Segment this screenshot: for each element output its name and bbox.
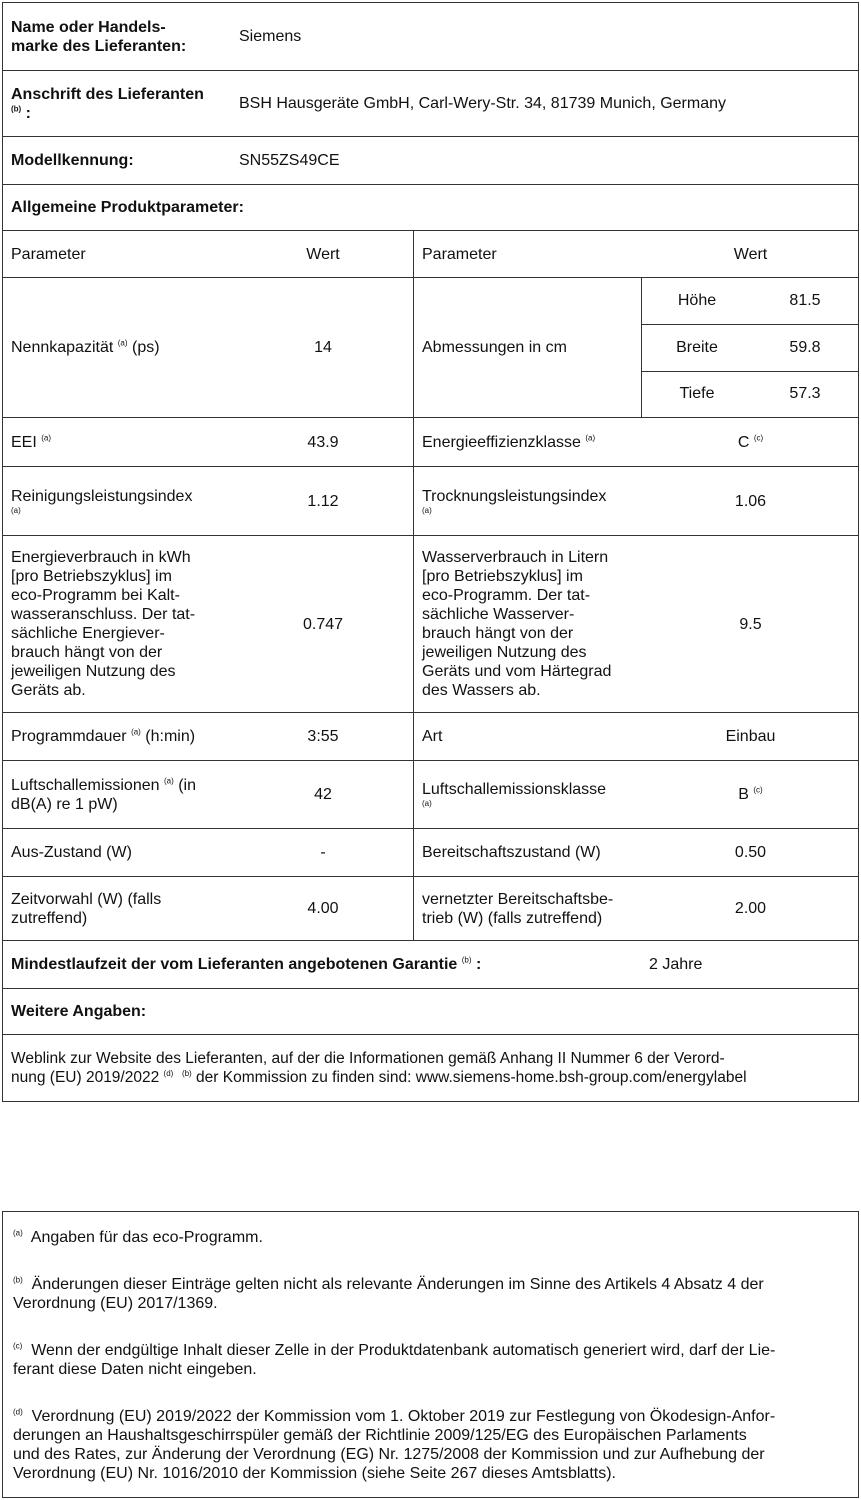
networked-standby-label: vernetzter Bereitschaftsbe- trieb (W) (falls zutreffend) [422,890,614,927]
energy-consumption-value: 0.747 [302,615,344,633]
dimension-row-height [642,278,858,325]
general-parameters-heading: Allgemeine Produktparameter: [11,199,244,216]
off-mode-value: - [320,844,326,861]
row-supplier-address [3,71,858,137]
dimension-row-depth [642,371,858,418]
row-model-id [3,137,858,185]
row-consumption [3,536,858,713]
energy-class-value: C $^{(c)}$ [737,433,764,451]
delay-start-label: Zeitvorwahl (W) (falls zutreffend) [11,890,162,927]
product-info-sheet [2,2,859,1102]
delay-start-value: 4.00 [307,900,339,917]
cleaning-value: 1.12 [307,492,339,510]
supplier-name-label: Name oder Handels- marke des Lieferanten: [11,18,187,55]
footnote-d: $^{(d)}$ Verordnung (EU) 2019/2022 der Kommission vom 1. Oktober 2019 zur Festlegung von Ökodesign-Anfor- derungen an Haushaltsgeschirrspüler gemäß der Richtlinie 2009/125/EG des Europäischen Parlaments und des Rates, zur Änderung der Verordnung (EG) Nr. 1275/2008 der Kommission und zur Aufhebung der Verordnung (EU) Nr. 1016/2010 der Kommission (siehe Seite 267 dieses Amtsblatts). [13,1407,776,1482]
dimension-depth-value: 57.3 [789,385,821,402]
row-capacity-dimensions [3,278,858,418]
param-header-left: Parameter [11,245,86,263]
duration-label: Programmdauer $^{(a)}$ (h:min) [11,727,196,745]
row-cleaning-drying [3,467,858,536]
row-further-heading [3,989,858,1035]
row-delay-networked [3,877,858,941]
type-label: Art [422,728,443,745]
model-id-label: Modellkennung: [11,152,134,169]
noise-label: Luftschallemissionen $^{(a)}$ (in dB(A) re 1 pW) [11,776,196,813]
drying-value: 1.06 [734,492,767,510]
standby-value: 0.50 [734,844,767,861]
water-consumption-value: 9.5 [739,615,762,633]
networked-standby-value: 2.00 [734,900,767,917]
dimension-depth-label: Tiefe [679,385,715,402]
value-header-right: Wert [733,245,768,263]
row-duration-type [3,713,858,761]
footnote-c: $^{(c)}$ Wenn der endgültige Inhalt dieser Zelle in der Produktdatenbank automatisch generiert wird, darf der Lie- ferant diese Daten nicht eingeben. [13,1341,776,1378]
supplier-address-label: Anschrift des Lieferanten $^{(b)}$ : [11,85,204,122]
weblink-text: Weblink zur Website des Lieferanten, auf der die Informationen gemäß Anhang II Nummer 6 der Verord- nung (EU) 2019/2022 $^{(d)}$ $^{(b)}$ der Kommission zu finden sind: www.siemens-home.bsh-group.com/energylabel [11,1050,747,1086]
duration-value: 3:55 [307,728,339,745]
supplier-name-value: Siemens [239,28,302,45]
capacity-label: Nennkapazität $^{(a)}$ (ps) [11,338,160,356]
dimension-width-label: Breite [676,339,718,356]
guarantee-label: Mindestlaufzeit der vom Lieferanten angebotenen Garantie $^{(b)}$ : [11,955,482,973]
eei-label: EEI $^{(a)}$ [11,433,52,451]
standby-label: Bereitschaftszustand (W) [422,844,601,861]
dimension-width-value: 59.8 [789,339,821,356]
noise-class-value: B $^{(c)}$ [738,785,763,803]
noise-class-label: Luftschallemissionsklasse (a) [422,781,607,808]
eei-value: 43.9 [307,433,339,451]
row-supplier-name [3,3,858,71]
dimension-row-width [642,324,858,372]
dimensions-subtable [641,278,858,417]
noise-value: 42 [314,786,332,803]
type-value: Einbau [725,728,776,745]
param-header-right: Parameter [422,245,497,263]
dimension-height-label: Höhe [677,292,717,309]
model-id-value: SN55ZS49CE [239,152,340,169]
row-guarantee [3,941,858,989]
row-noise [3,761,858,829]
row-eei-energy-class [3,418,858,467]
footnotes-box [2,1211,859,1498]
cleaning-label: Reinigungsleistungsindex (a) [11,487,193,515]
energy-class-label: Energieeffizienzklasse $^{(a)}$ [422,433,596,451]
row-weblink [3,1035,858,1101]
row-general-heading [3,185,858,231]
row-column-headers [3,231,858,278]
capacity-value: 14 [314,339,332,356]
supplier-address-value: BSH Hausgeräte GmbH, Carl-Wery-Str. 34, 81739 Munich, Germany [239,95,726,112]
water-consumption-label: Wasserverbrauch in Litern [pro Betriebszyklus] im eco-Programm. Der tat- sächliche Wasserver- brauch hängt von der jeweiligen Nutzung des Geräts und vom Härtegrad des Wassers ab. [422,549,612,699]
row-off-standby [3,829,858,877]
off-mode-label: Aus-Zustand (W) [11,844,132,861]
footnote-a: $^{(a)}$ Angaben für das eco-Programm. [13,1228,263,1246]
value-header-left: Wert [306,245,340,263]
guarantee-value: 2 Jahre [649,956,703,973]
dimension-height-value: 81.5 [789,292,821,309]
drying-label: Trocknungsleistungsindex (a) [422,487,607,515]
footnote-b: $^{(b)}$ Änderungen dieser Einträge gelten nicht als relevante Änderungen im Sinne des Artikels 4 Absatz 4 der Verordnung (EU) 2017/1369. [13,1275,764,1312]
further-info-heading: Weitere Angaben: [11,1003,147,1020]
dimensions-label: Abmessungen in cm [422,339,567,356]
energy-consumption-label: Energieverbrauch in kWh [pro Betriebszyklus] im eco-Programm bei Kalt- wasseranschluss. Der tat- sächliche Energiever- brauch hängt von der jeweiligen Nutzung des Geräts ab. [11,549,196,699]
